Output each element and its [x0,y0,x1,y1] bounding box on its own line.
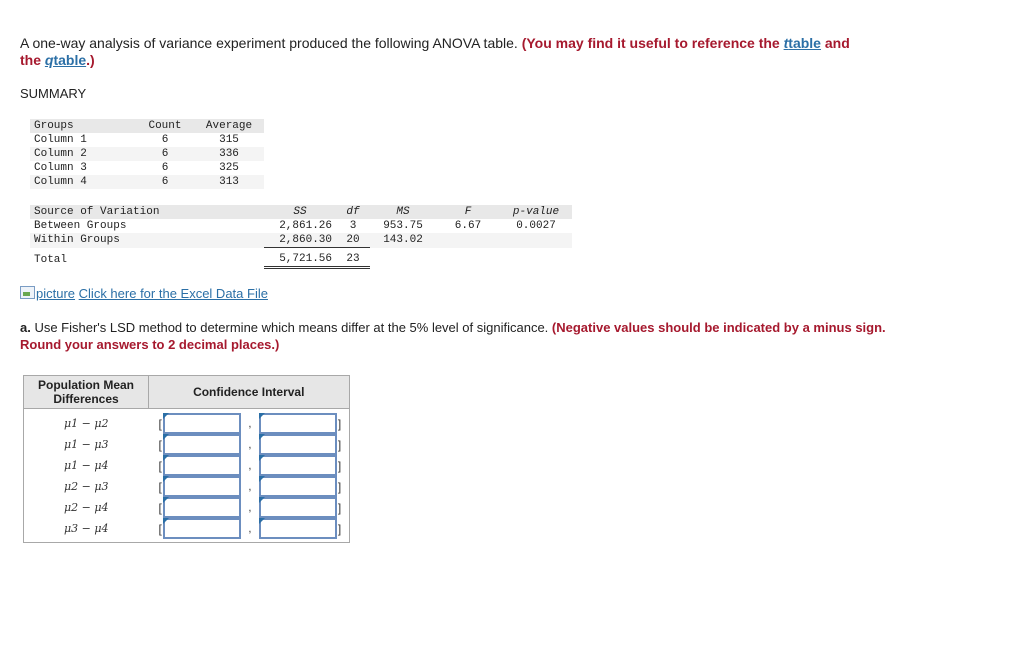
ci-upper-input[interactable] [259,476,337,497]
ci-lower-input[interactable] [163,455,241,476]
t-table-link[interactable]: ttable [783,35,821,51]
ci-lower-input[interactable] [163,413,241,434]
ci-upper-input[interactable] [259,413,337,434]
ci-upper-input[interactable] [259,497,337,518]
table-row: Column 2 6 336 [30,147,264,161]
reference-note: (You may find it useful to reference the ttable and the qtable.) [20,35,850,68]
table-row: Between Groups 2,861.26 3 953.75 6.67 0.0027 [34,220,556,232]
table-row: Column 4 6 313 [30,175,264,189]
intro-text: A one-way analysis of variance experiment produced the following ANOVA table. [20,35,518,51]
table-row: μ3 − μ4 [ , ] [24,518,350,543]
anova-header-source: Source of Variation [30,205,264,219]
question-a [20,319,900,353]
table-row: Column 3 6 325 [34,162,239,174]
summary-header-groups: Groups [30,119,136,133]
ci-lower-input[interactable] [163,434,241,455]
summary-table [30,119,264,189]
question-label: a. [20,320,31,335]
table-row: μ1 − μ3 [ , ] [24,434,350,455]
summary-header-count: Count [136,119,194,133]
summary-heading: SUMMARY [20,86,87,101]
table-row: μ1 − μ2 [ , ] [24,409,350,435]
ci-header-differences: Population Mean Differences [24,376,149,409]
table-row: Within Groups 2,860.30 20 143.02 [30,233,572,248]
table-row: μ1 − μ4 [ , ] [24,455,350,476]
question-text: Use Fisher's LSD method to determine which means differ at the 5% level of significance. [30,320,549,335]
ci-lower-input[interactable] [163,518,241,539]
anova-header-ss: SS [264,205,336,219]
table-row: Column 1 6 315 [34,134,239,146]
question-note: (Negative values should be indicated by a minus sign. Round your answers to 2 decimal places.) [20,320,886,352]
summary-header-average: Average [194,119,264,133]
table-row: Total 5,721.56 23 [30,248,572,268]
anova-header-pvalue: p-value [500,205,572,219]
anova-header-f: F [436,205,500,219]
ci-lower-input[interactable] [163,476,241,497]
anova-header-df: df [336,205,370,219]
ci-lower-input[interactable] [163,497,241,518]
image-placeholder-icon [20,286,35,299]
table-row: μ2 − μ3 [ , ] [24,476,350,497]
ci-upper-input[interactable] [259,518,337,539]
excel-data-link[interactable]: picture Click here for the Excel Data File [20,286,268,301]
q-table-link[interactable]: qtable [44,52,87,68]
anova-table [30,205,572,269]
ci-upper-input[interactable] [259,455,337,476]
anova-header-ms: MS [370,205,436,219]
ci-upper-input[interactable] [259,434,337,455]
problem-intro [20,35,900,69]
ci-header-interval: Confidence Interval [149,376,350,409]
table-row: μ2 − μ4 [ , ] [24,497,350,518]
confidence-interval-table [23,375,350,543]
